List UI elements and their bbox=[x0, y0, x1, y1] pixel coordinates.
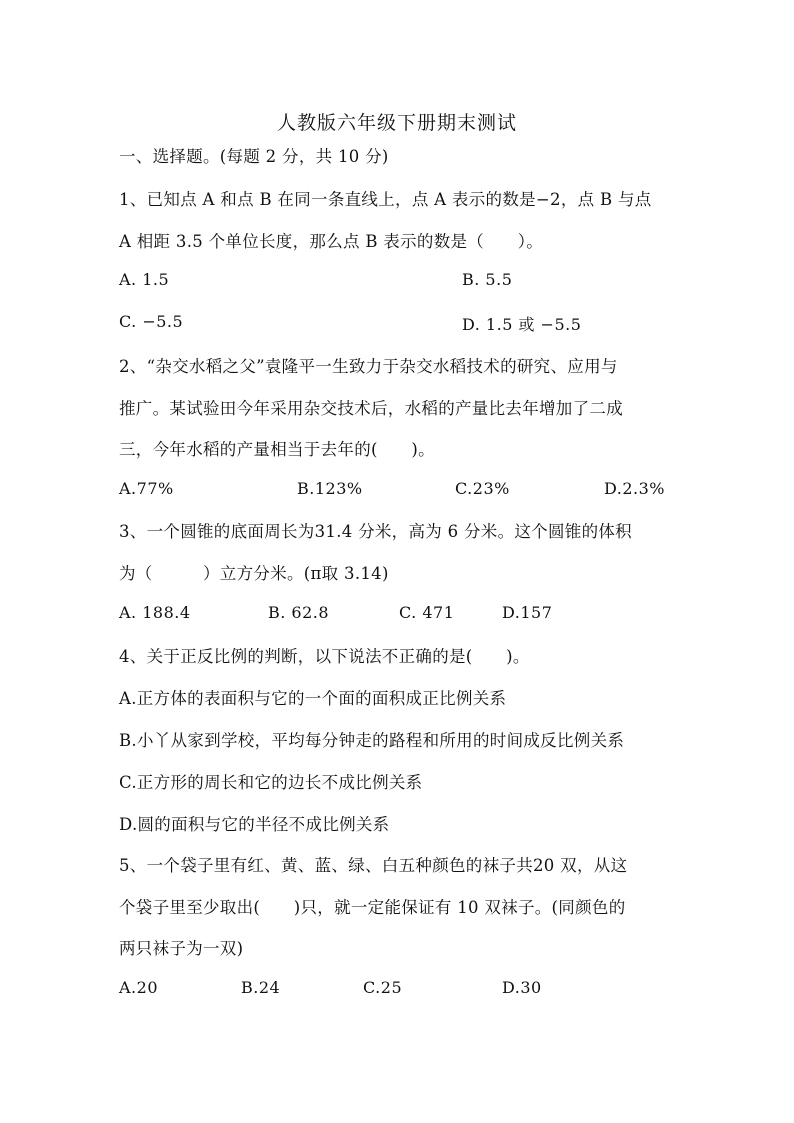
question-4-line-1: 4、关于正反比例的判断，以下说法不正确的是( )。 bbox=[119, 647, 530, 666]
question-5-option-d: D.30 bbox=[502, 978, 542, 997]
question-3-option-c: C. 471 bbox=[399, 603, 455, 622]
question-2-line-3: 三，今年水稻的产量相当于去年的( )。 bbox=[119, 440, 435, 459]
question-2-option-c: C.23% bbox=[455, 479, 510, 498]
question-3-line-2: 为（ ）立方分米。(π取 3.14) bbox=[119, 564, 389, 583]
section-heading: 一、选择题。(每题 2 分，共 10 分) bbox=[119, 147, 389, 166]
question-1-option-b: B. 5.5 bbox=[462, 270, 513, 289]
question-3-option-b: B. 62.8 bbox=[268, 603, 330, 622]
question-3-option-d: D.157 bbox=[502, 603, 553, 622]
question-5-line-2: 个袋子里至少取出( )只，就一定能保证有 10 双袜子。(同颜色的 bbox=[119, 898, 626, 917]
question-5-line-3: 两只袜子为一双) bbox=[119, 939, 244, 958]
question-2-option-a: A.77% bbox=[119, 479, 174, 498]
question-3-line-1: 3、一个圆锥的底面周长为31.4 分米，高为 6 分米。这个圆锥的体积 bbox=[119, 522, 632, 541]
question-1-line-2: A 相距 3.5 个单位长度，那么点 B 表示的数是（ ）。 bbox=[119, 232, 544, 251]
question-1-option-c: C. −5.5 bbox=[119, 312, 184, 331]
question-2-option-b: B.123% bbox=[297, 479, 363, 498]
question-4-option-d: D.圆的面积与它的半径不成比例关系 bbox=[119, 815, 390, 834]
question-2-line-1: 2、“杂交水稻之父”袁隆平一生致力于杂交水稻技术的研究、应用与 bbox=[119, 357, 618, 376]
question-4-option-c: C.正方形的周长和它的边长不成比例关系 bbox=[119, 773, 423, 792]
page-title: 人教版六年级下册期末测试 bbox=[276, 112, 517, 134]
question-5-option-a: A.20 bbox=[119, 978, 158, 997]
question-1-option-d: D. 1.5 或 −5.5 bbox=[462, 315, 582, 334]
question-1-option-a: A. 1.5 bbox=[119, 270, 170, 289]
question-3-option-a: A. 188.4 bbox=[119, 603, 191, 622]
question-2-line-2: 推广。某试验田今年采用杂交技术后，水稻的产量比去年增加了二成 bbox=[119, 399, 623, 418]
question-2-option-d: D.2.3% bbox=[604, 479, 665, 498]
question-5-option-c: C.25 bbox=[363, 978, 403, 997]
question-5-line-1: 5、一个袋子里有红、黄、蓝、绿、白五种颜色的袜子共20 双，从这 bbox=[119, 856, 628, 875]
question-1-line-1: 1、已知点 A 和点 B 在同一条直线上，点 A 表示的数是−2，点 B 与点 bbox=[119, 190, 652, 209]
question-5-option-b: B.24 bbox=[241, 978, 281, 997]
question-4-option-a: A.正方体的表面积与它的一个面的面积成正比例关系 bbox=[119, 689, 507, 708]
question-4-option-b: B.小丫从家到学校，平均每分钟走的路程和所用的时间成反比例关系 bbox=[119, 731, 625, 750]
